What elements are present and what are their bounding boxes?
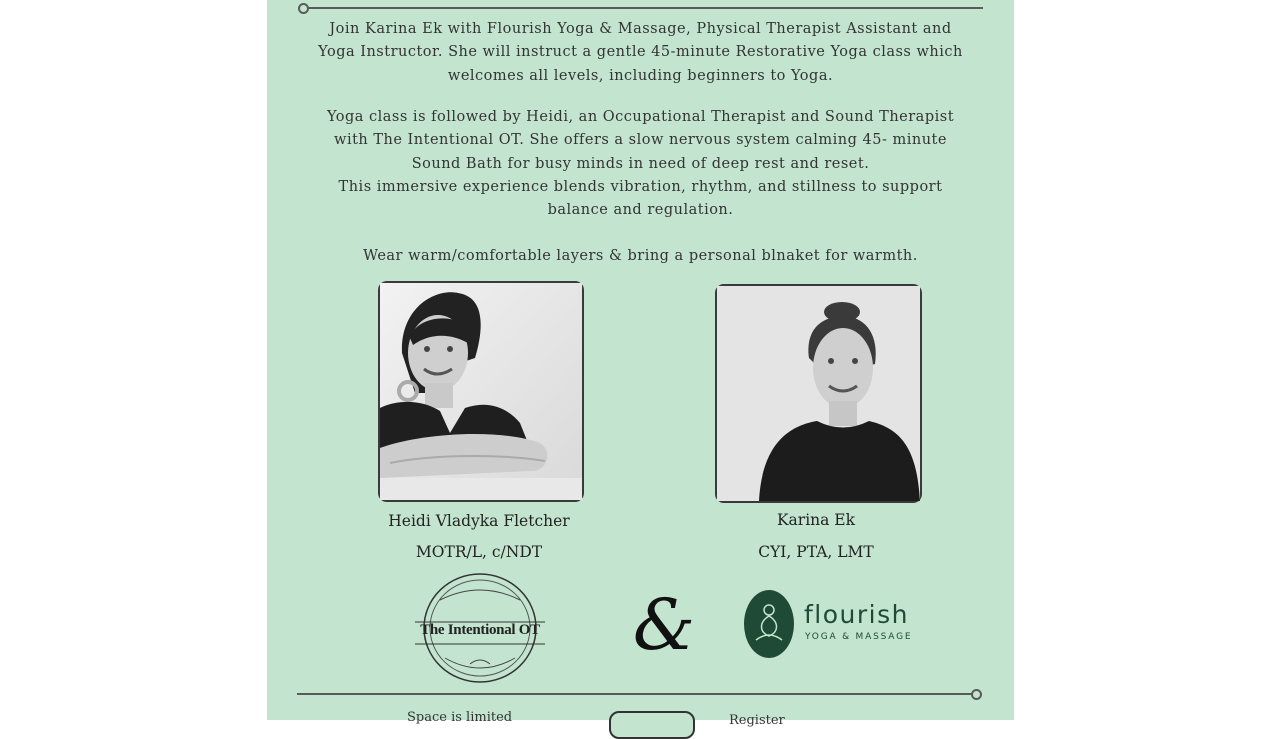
instructor-credentials-heidi: MOTR/L, c/NDT (415, 543, 543, 561)
heidi-portrait-icon (380, 283, 582, 500)
intro-paragraph-what-to-bring: Wear warm/comfortable layers & bring a personal blnaket for warmth. (363, 248, 918, 264)
instructor-name-heidi: Heidi Vladyka Fletcher (388, 512, 570, 530)
bottom-divider (297, 693, 977, 695)
instructor-name-karina: Karina Ek (776, 511, 856, 529)
intro-paragraph-yoga: Join Karina Ek with Flourish Yoga & Massage, Physical Therapist Assistant and Yoga Instructor. She will instruct a gentle 45-minute Restorative Yoga class which welcomes all levels, including beginners to Yoga. (318, 21, 963, 84)
karina-photo (715, 284, 922, 503)
register-button[interactable] (609, 711, 695, 739)
flourish-badge (744, 590, 794, 658)
ampersand-mark: & (632, 584, 696, 666)
event-flyer (267, 0, 1014, 728)
intro-paragraph-sound-bath: Yoga class is followed by Heidi, an Occupational Therapist and Sound Therapist with The Intentional OT. She offers a slow nervous system calming 45- minute Sound Bath for busy minds in need of deep rest and reset. This immersive experience blends vibration, rhythm, and stillness to support balance and regulation. (326, 109, 955, 219)
space-limited-text: Space is limited (407, 710, 513, 725)
register-text: Register (729, 713, 785, 728)
divider-dot (971, 689, 982, 700)
heidi-photo (378, 281, 584, 502)
flourish-logo (744, 590, 944, 660)
flourish-wordmark: flourish (804, 600, 909, 629)
flourish-figure-icon (744, 590, 794, 658)
top-divider (303, 7, 983, 9)
intentional-ot-logo-text: The Intentional OT (420, 622, 540, 638)
karina-portrait-icon (717, 286, 920, 501)
divider-dot (298, 3, 309, 14)
intentional-ot-logo (415, 570, 545, 686)
flourish-subtitle: YOGA & MASSAGE (805, 632, 913, 642)
instructor-credentials-karina: CYI, PTA, LMT (758, 543, 874, 561)
